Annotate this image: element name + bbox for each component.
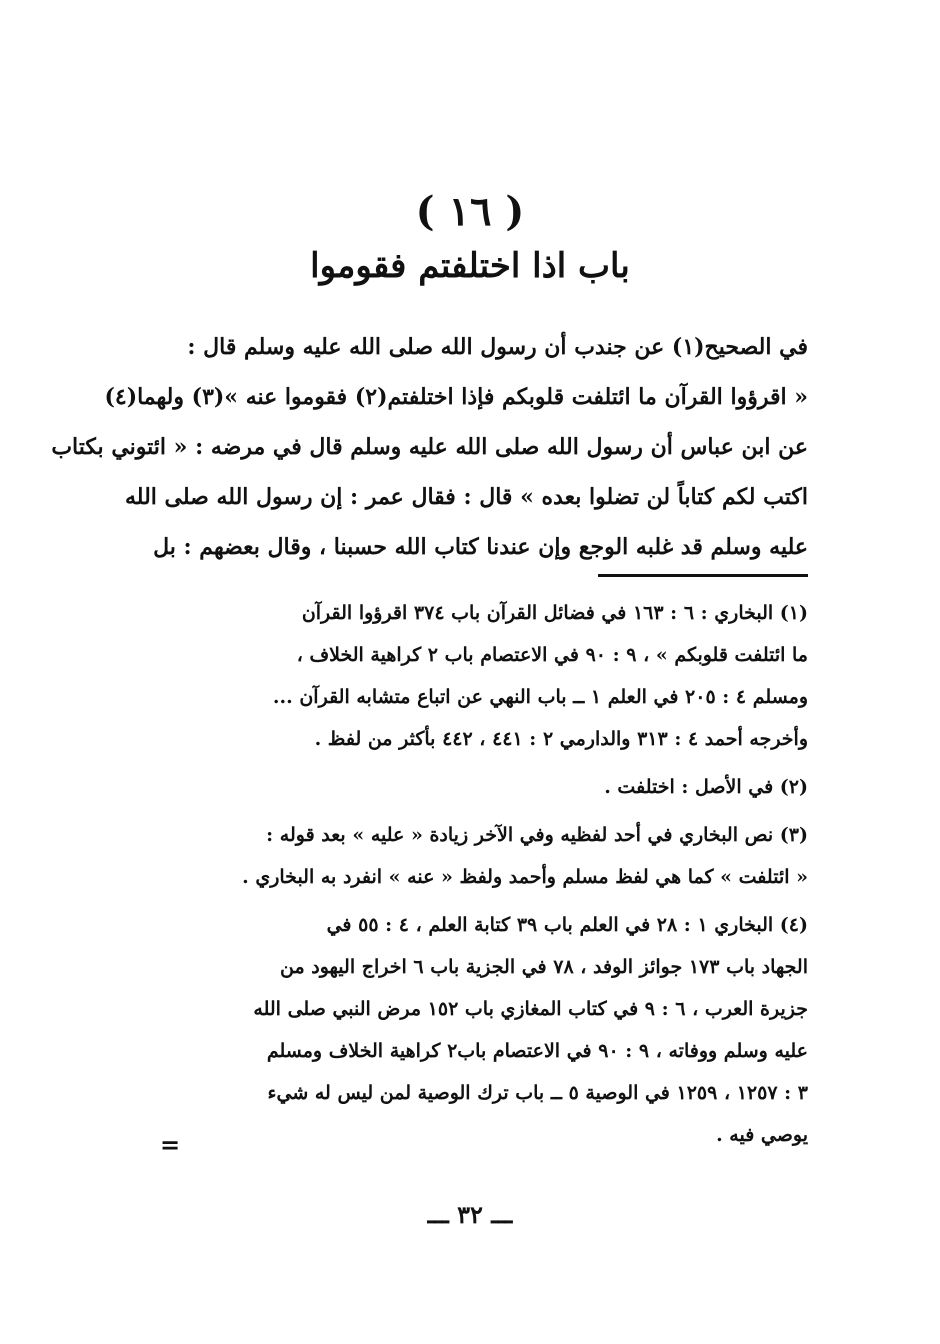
- footnote-line: يوصي فيه .: [716, 1124, 808, 1146]
- main-text: [51, 322, 808, 572]
- footnote-line: ٣ : ١٢٥٧ ، ١٢٥٩ في الوصية ٥ ــ باب ترك الوصية لمن ليس له شيء: [267, 1082, 808, 1104]
- footnote-line: (٤) البخاري ١ : ٢٨ في العلم باب ٣٩ كتابة العلم ، ٤ : ٥٥ في: [326, 914, 808, 936]
- footnote-separator: [598, 574, 808, 577]
- footnote-line: (٢) في الأصل : اختلفت .: [604, 776, 808, 798]
- page-number: ـــ ٣٢ ـــ: [427, 1200, 513, 1229]
- footnote-line: « ائتلفت » كما هي لفظ مسلم وأحمد ولفظ « عنه » انفرد به البخاري .: [242, 866, 808, 888]
- chapter-number: ( ١٦ ): [415, 188, 525, 235]
- footnote-line: الجهاد باب ١٧٣ جوائز الوفد ، ٧٨ في الجزية باب ٦ اخراج اليهود من: [280, 956, 808, 978]
- footnote-line: (٣) نص البخاري في أحد لفظيه وفي الآخر زيادة « عليه » بعد قوله :: [266, 824, 808, 846]
- body-line: « اقرؤوا القرآن ما ائتلفت قلوبكم فإذا اختلفتم(٢) فقوموا عنه »(٣) ولهما(٤): [104, 384, 808, 410]
- end-mark: =: [160, 1130, 181, 1159]
- chapter-title: باب اذا اختلفتم فقوموا: [310, 246, 630, 286]
- footnote-line: وأخرجه أحمد ٤ : ٣١٣ والدارمي ٢ : ٤٤١ ، ٤٤٢ بأكثر من لفظ .: [314, 728, 808, 750]
- footnotes: [148, 592, 808, 1156]
- footnote-2: [148, 766, 808, 808]
- footnote-line: ومسلم ٤ : ٢٠٥ في العلم ١ ــ باب النهي عن اتباع متشابه القرآن ...: [272, 686, 808, 708]
- footnote-3: [148, 814, 808, 898]
- body-line: عليه وسلم قد غلبه الوجع وإن عندنا كتاب الله حسبنا ، وقال بعضهم : بل: [153, 534, 808, 560]
- body-line: عن ابن عباس أن رسول الله صلى الله عليه وسلم قال في مرضه : « ائتوني بكتاب: [51, 434, 808, 460]
- body-line: في الصحيح(١) عن جندب أن رسول الله صلى الله عليه وسلم قال :: [187, 334, 808, 360]
- footnote-line: جزيرة العرب ، ٦ : ٩ في كتاب المغازي باب ١٥٢ مرض النبي صلى الله: [253, 998, 808, 1020]
- footnote-1: [148, 592, 808, 760]
- footnote-line: عليه وسلم ووفاته ، ٩ : ٩٠ في الاعتصام باب٢ كراهية الخلاف ومسلم: [266, 1040, 808, 1062]
- footnote-4: [148, 904, 808, 1156]
- footnote-line: (١) البخاري : ٦ : ١٦٣ في فضائل القرآن باب ٣٧٤ اقرؤوا القرآن: [301, 602, 808, 624]
- footnote-line: ما ائتلفت قلوبكم » ، ٩ : ٩٠ في الاعتصام باب ٢ كراهية الخلاف ،: [296, 644, 808, 666]
- body-line: اكتب لكم كتاباً لن تضلوا بعده » قال : فقال عمر : إن رسول الله صلى الله: [124, 484, 808, 510]
